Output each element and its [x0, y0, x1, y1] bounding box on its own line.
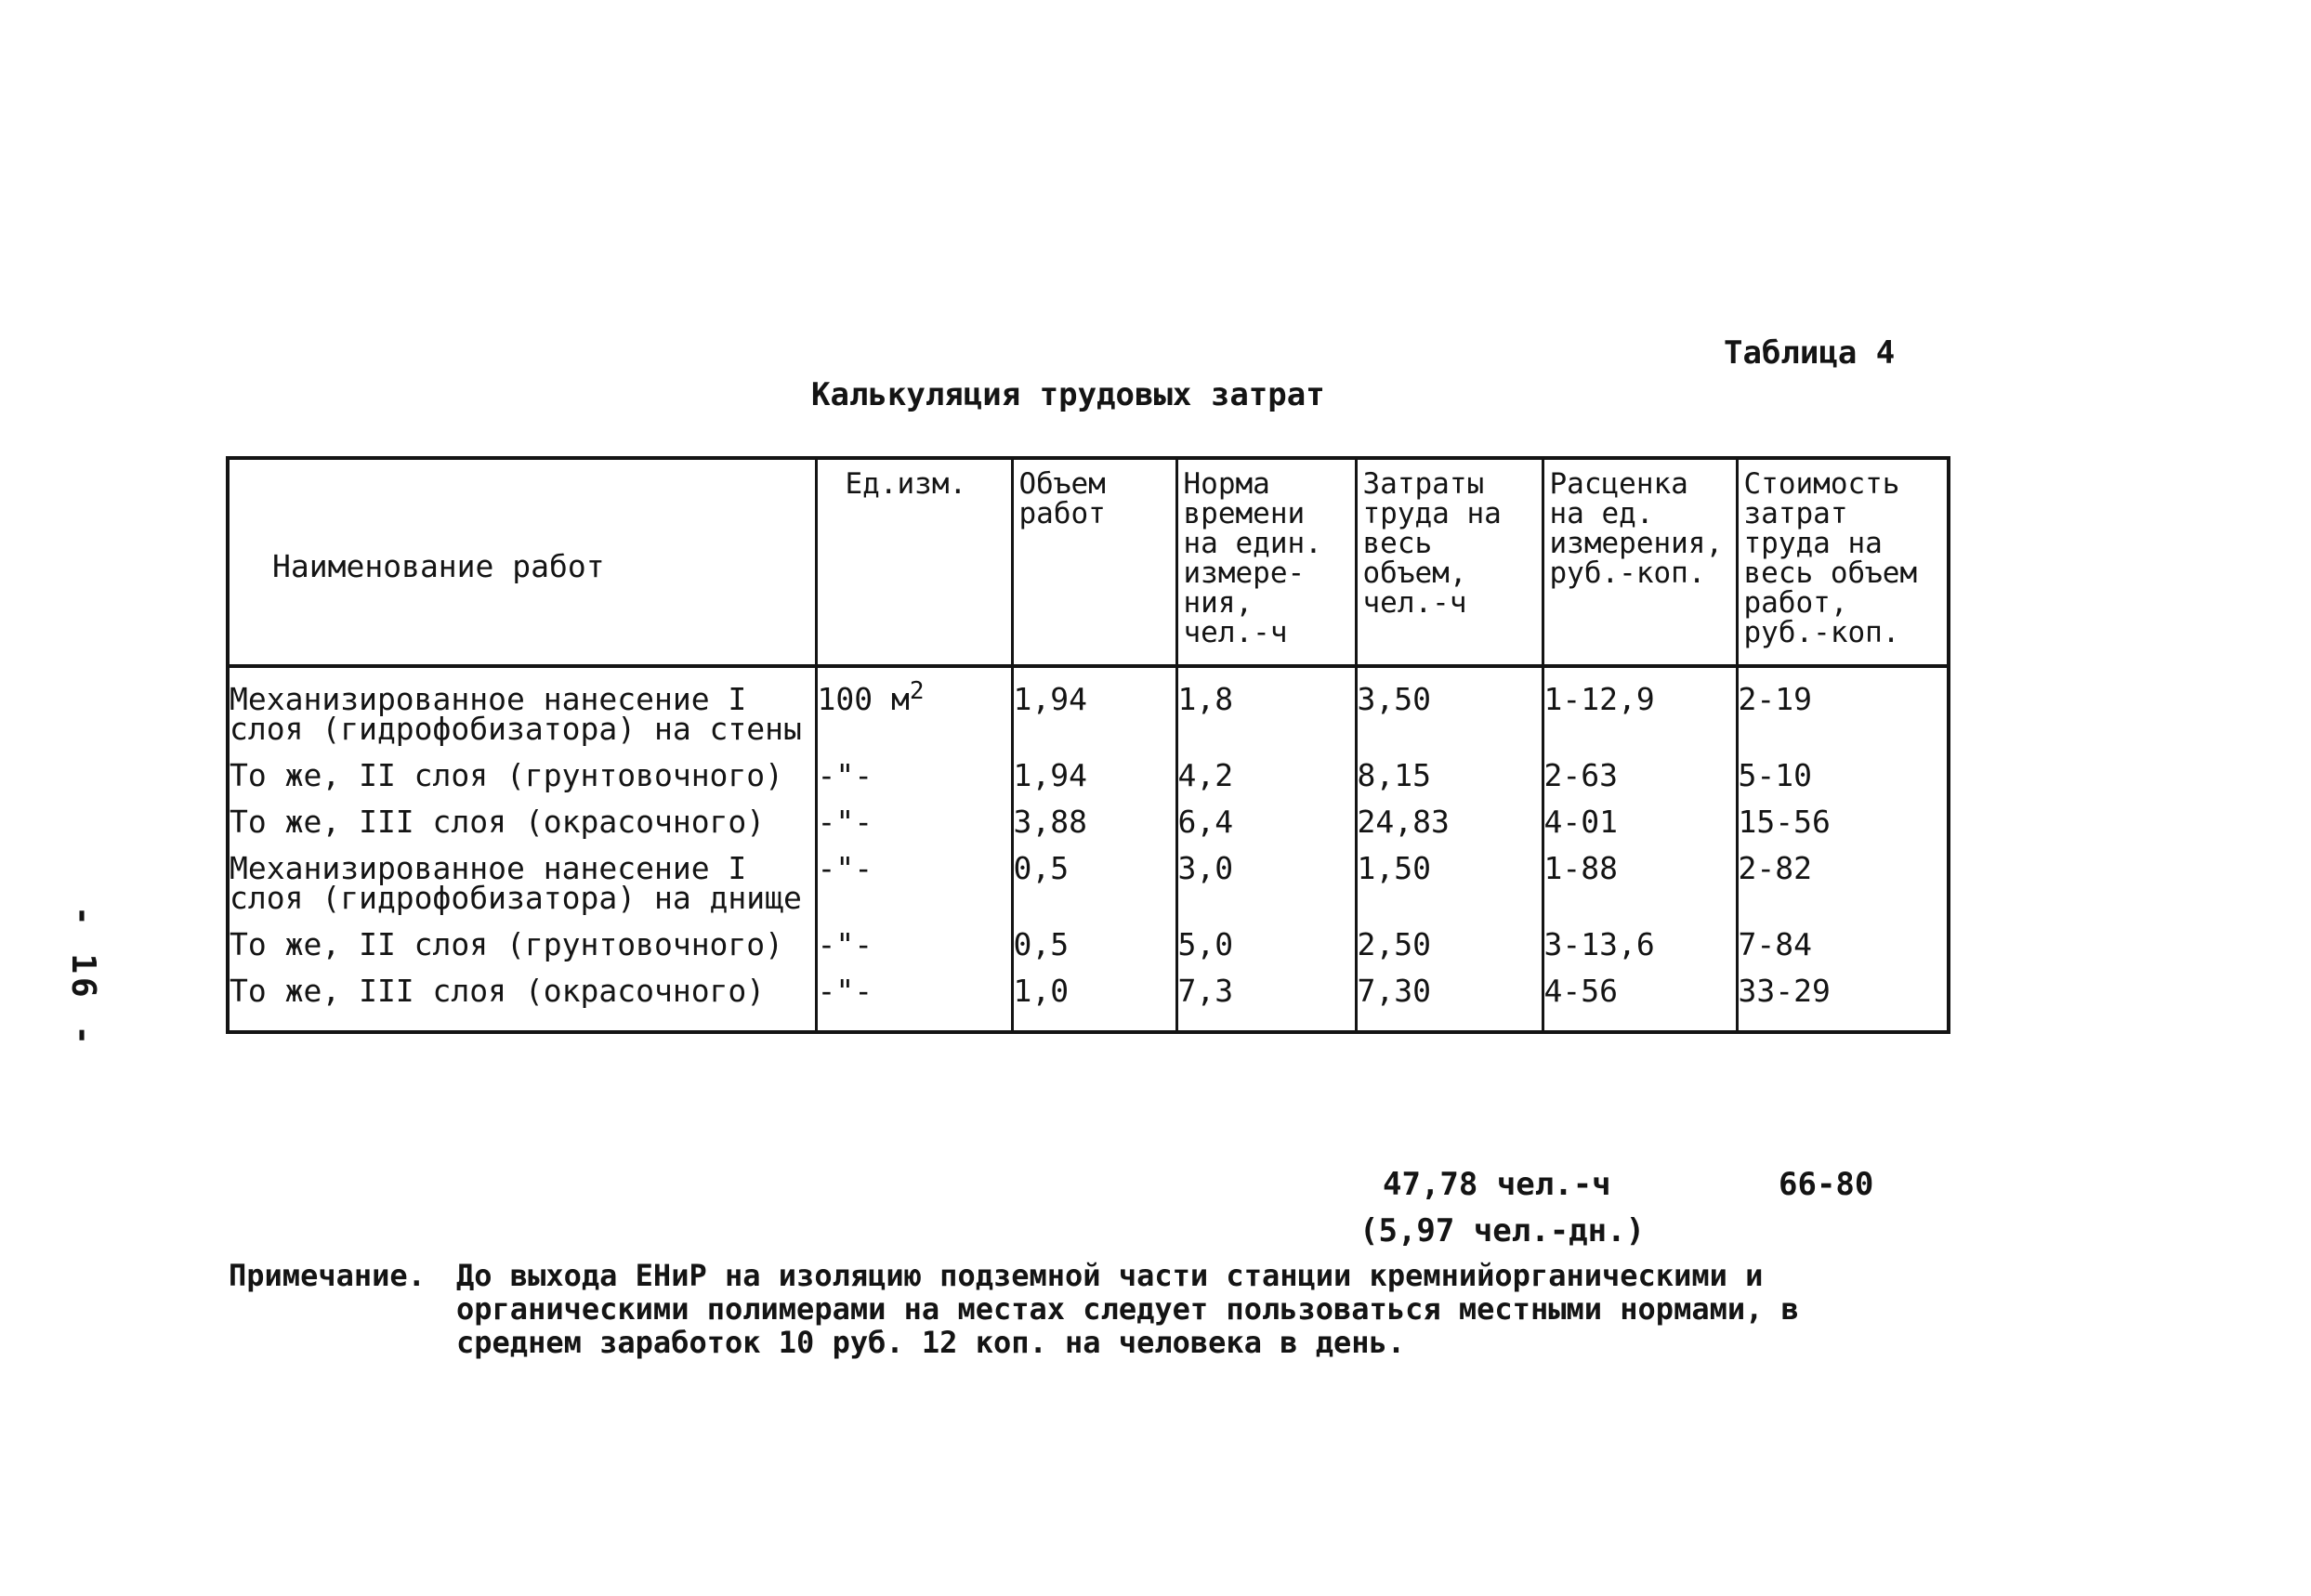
- volume-cell: 1,94: [1012, 666, 1176, 744]
- rate-cell: 4-56: [1543, 960, 1737, 1032]
- table-row: [228, 791, 1949, 837]
- labor-cell: 3,50: [1356, 666, 1543, 744]
- rate-cell: 1-88: [1543, 837, 1737, 913]
- cost-cell: 2-19: [1737, 666, 1949, 744]
- norm-cell: 4,2: [1176, 744, 1356, 791]
- norm-cell: 3,0: [1176, 837, 1356, 913]
- cost-cell: 2-82: [1737, 837, 1949, 913]
- header-rate: Расценка на ед. измерения, руб.-коп.: [1543, 458, 1737, 666]
- cost-cell: 7-84: [1737, 913, 1949, 960]
- norm-cell: 6,4: [1176, 791, 1356, 837]
- volume-cell: 1,94: [1012, 744, 1176, 791]
- unit-superscript: 2: [909, 677, 925, 705]
- work-name-cell: Механизированное нанесение I слоя (гидрофобизатора) на днище: [228, 837, 816, 913]
- table-row: [228, 837, 1949, 913]
- header-cost: Стоимость затрат труда на весь объем работ, руб.-коп.: [1737, 458, 1949, 666]
- header-norm: Норма времени на един. измере-ния, чел.-ч: [1176, 458, 1356, 666]
- table-label: Таблица 4: [1724, 334, 1896, 372]
- unit-cell: -"-: [816, 744, 1012, 791]
- table-row: [228, 960, 1949, 1032]
- work-name-cell: То же, II слоя (грунтовочного): [228, 913, 816, 960]
- footnote: [229, 1259, 1850, 1359]
- labor-cell: 1,50: [1356, 837, 1543, 913]
- rate-cell: 2-63: [1543, 744, 1737, 791]
- total-labor-days: (5,97 чел.-дн.): [1359, 1212, 1646, 1249]
- volume-cell: 0,5: [1012, 913, 1176, 960]
- norm-cell: 5,0: [1176, 913, 1356, 960]
- rate-cell: 4-01: [1543, 791, 1737, 837]
- unit-value: 100 м: [817, 681, 910, 717]
- volume-cell: 0,5: [1012, 837, 1176, 913]
- table-row: [228, 666, 1949, 744]
- table-row: [228, 744, 1949, 791]
- header-labor: Затраты труда на весь объем, чел.-ч: [1356, 458, 1543, 666]
- page-number: - 16 -: [64, 906, 102, 1050]
- total-labor-hours: 47,78 чел.-ч: [1383, 1166, 1611, 1203]
- header-unit: Ед.изм.: [816, 458, 1012, 666]
- cost-cell: 33-29: [1737, 960, 1949, 1032]
- unit-cell: -"-: [816, 960, 1012, 1032]
- table-row: [228, 913, 1949, 960]
- header-volume: Объем работ: [1012, 458, 1176, 666]
- norm-cell: 7,3: [1176, 960, 1356, 1032]
- total-cost: 66-80: [1779, 1166, 1874, 1203]
- table-header-row: [228, 458, 1949, 666]
- note-text: До выхода ЕНиР на изоляцию подземной части станции кремнийорганическими и органическими полимерами на местах следует пользоваться местными нормами, в среднем заработок 10 руб. 12 коп. на человека в день.: [456, 1258, 1799, 1360]
- cost-cell: 5-10: [1737, 744, 1949, 791]
- unit-cell: [816, 666, 1012, 744]
- labor-cell: 8,15: [1356, 744, 1543, 791]
- unit-cell: -"-: [816, 837, 1012, 913]
- labor-cost-table: [226, 456, 1950, 1034]
- labor-cell: 24,83: [1356, 791, 1543, 837]
- norm-cell: 1,8: [1176, 666, 1356, 744]
- volume-cell: 3,88: [1012, 791, 1176, 837]
- unit-cell: -"-: [816, 913, 1012, 960]
- volume-cell: 1,0: [1012, 960, 1176, 1032]
- work-name-cell: То же, II слоя (грунтовочного): [228, 744, 816, 791]
- rate-cell: 1-12,9: [1543, 666, 1737, 744]
- unit-cell: -"-: [816, 791, 1012, 837]
- cost-cell: 15-56: [1737, 791, 1949, 837]
- work-name-cell: То же, III слоя (окрасочного): [228, 791, 816, 837]
- table-title: Калькуляция трудовых затрат: [811, 376, 1325, 413]
- note-label: Примечание.: [229, 1258, 426, 1293]
- work-name-cell: То же, III слоя (окрасочного): [228, 960, 816, 1032]
- work-name-cell: Механизированное нанесение I слоя (гидрофобизатора) на стены: [228, 666, 816, 744]
- header-work-name: Наименование работ: [228, 458, 816, 666]
- labor-cell: 7,30: [1356, 960, 1543, 1032]
- rate-cell: 3-13,6: [1543, 913, 1737, 960]
- labor-cell: 2,50: [1356, 913, 1543, 960]
